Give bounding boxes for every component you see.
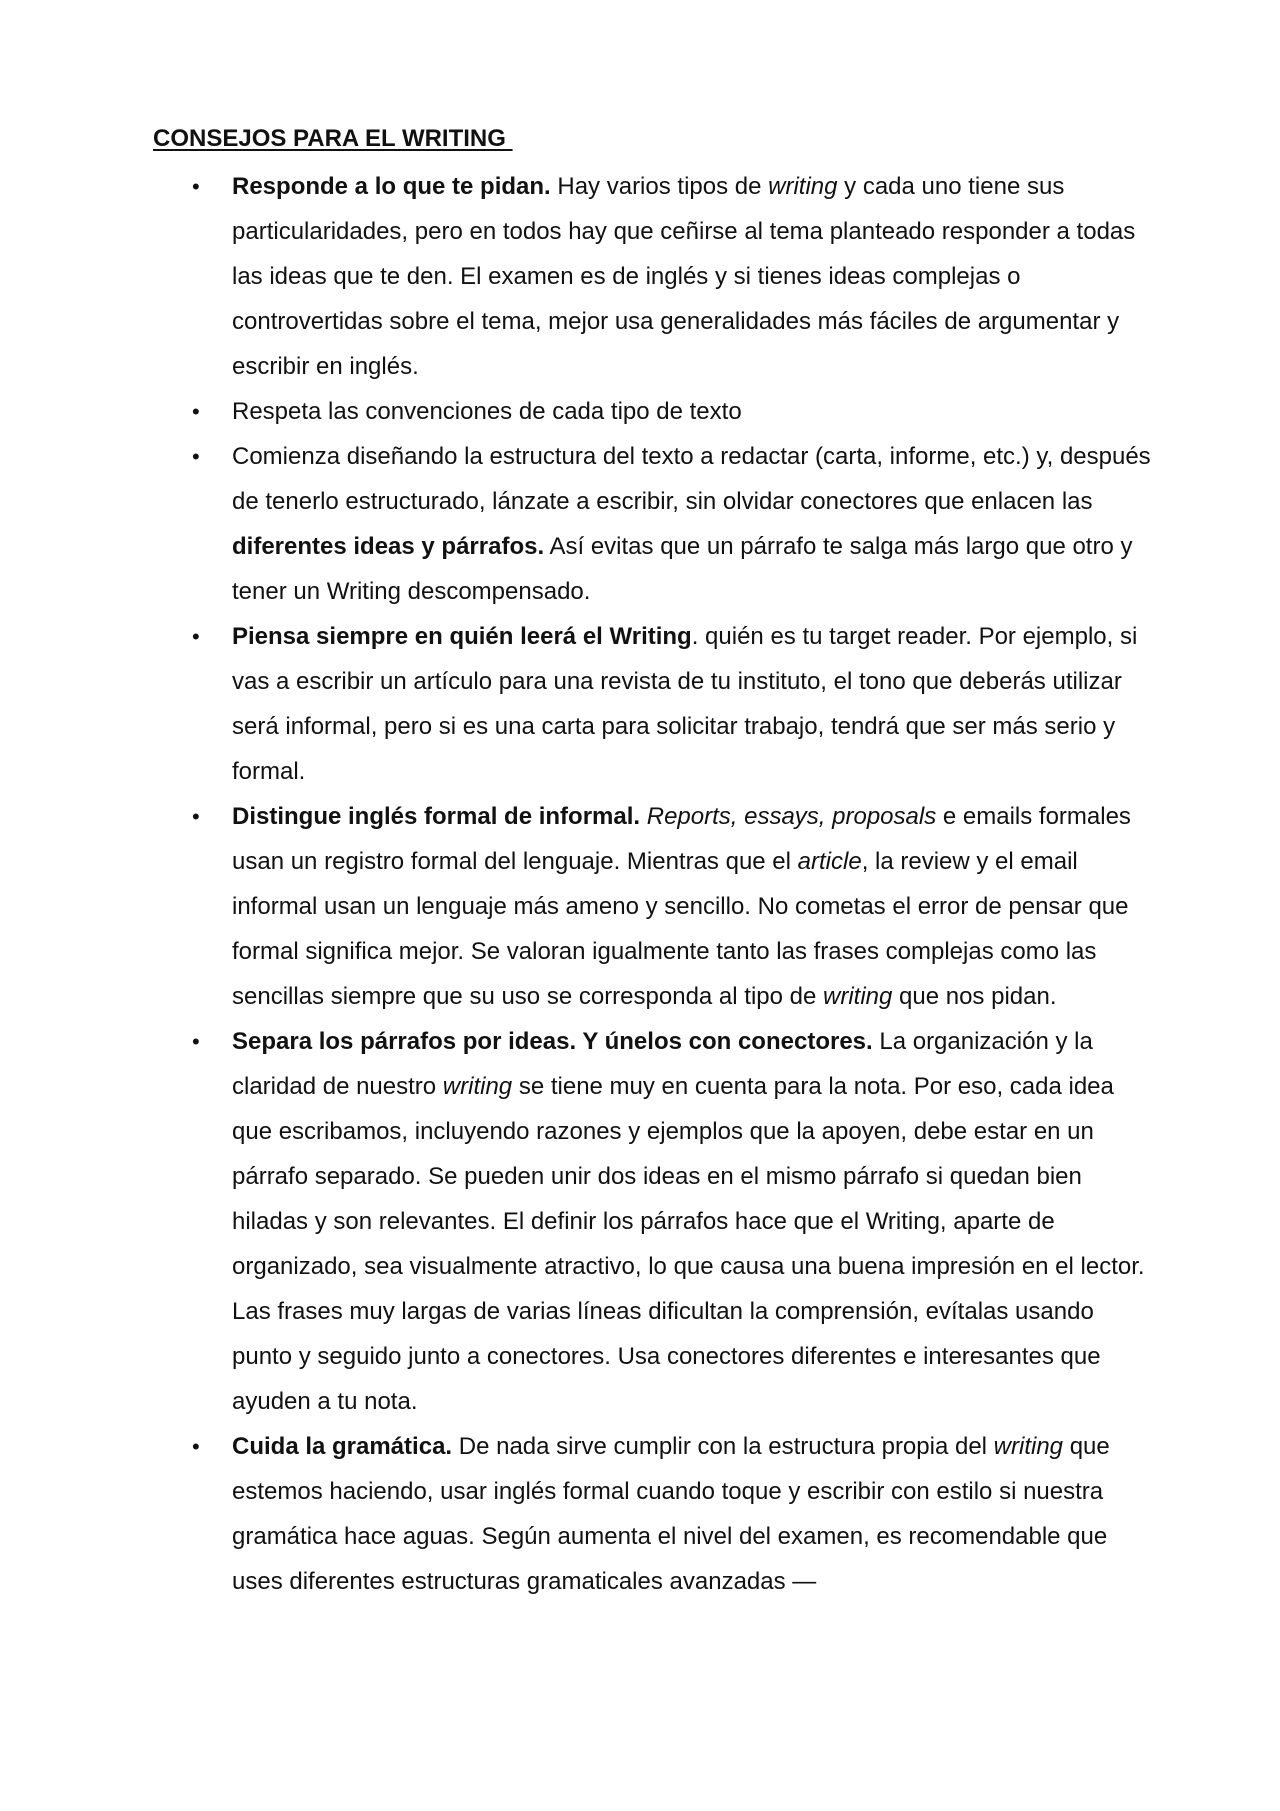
bullet-icon: • [192, 624, 200, 649]
body-text: Así evitas que un párrafo te salga más largo que otro y tener un Writing descompensado. [232, 533, 1133, 605]
body-text: Comienza diseñando la estructura del texto a redactar (carta, informe, etc.) y, después de tenerlo estructurado, lánzate a escribir, sin olvidar conectores que enlacen las [232, 443, 1151, 515]
tip-text [232, 164, 1152, 389]
body-text: Respeta las convenciones de cada tipo de texto [232, 398, 742, 425]
body-text: que estemos haciendo, usar inglés formal cuando toque y escribir con estilo si nuestra gramática hace aguas. Según aumenta el nivel del examen, es recomendable que uses diferentes estructuras gramaticales avanzadas — [232, 1433, 1110, 1595]
body-text: La organización y la claridad de nuestro [232, 1028, 1093, 1100]
body-text: se tiene muy en cuenta para la nota. Por eso, cada idea que escribamos, incluyendo razones y ejemplos que la apoyen, debe estar en un párrafo separado. Se pueden unir dos ideas en el mismo párrafo si quedan bien hiladas y son relevantes. El definir los párrafos hace que el Writing, aparte de organizado, sea visualmente atractivo, lo que causa una buena impresión en el lector. Las frases muy largas de varias líneas dificultan la comprensión, evítalas usando punto y seguido junto a conectores. Usa conectores diferentes e interesantes que ayuden a tu nota. [232, 1073, 1145, 1415]
tip-heading: Piensa siempre en quién leerá el Writing [232, 623, 692, 650]
list-item [192, 794, 1152, 1019]
emphasis-text: writing [442, 1073, 513, 1100]
list-item [192, 389, 1152, 434]
tip-text [232, 614, 1152, 794]
bullet-icon: • [192, 174, 200, 199]
emphasis-text: writing [823, 983, 893, 1010]
body-text: e emails formales usan un registro formal del lenguaje. Mientras que el [232, 803, 1131, 875]
tip-heading: Separa los párrafos por ideas. Y únelos con conectores. [232, 1028, 873, 1055]
page-title: CONSEJOS PARA EL WRITING [153, 125, 513, 152]
tip-text [232, 434, 1152, 614]
emphasis-text: writing [768, 173, 838, 200]
emphasis-text: writing [993, 1433, 1064, 1460]
tip-heading: Cuida la gramática. [232, 1433, 453, 1460]
tip-text [232, 794, 1152, 1019]
body-text: Hay varios tipos de [550, 173, 769, 200]
tip-heading: diferentes ideas y párrafos. [232, 533, 545, 560]
list-item [192, 614, 1152, 794]
tip-heading: Responde a lo que te pidan. [232, 173, 551, 200]
list-item [192, 1424, 1152, 1604]
emphasis-text: Reports, essays, proposals [646, 803, 937, 830]
tip-text [232, 389, 1152, 434]
bullet-icon: • [192, 444, 200, 469]
list-item [192, 164, 1152, 389]
tip-heading: Distingue inglés formal de informal. [232, 803, 641, 830]
body-text: , la review y el email informal usan un lenguaje más ameno y sencillo. No cometas el error de pensar que formal significa mejor. Se valoran igualmente tanto las frases complejas como las sencillas siempre que su uso se corresponda al tipo de [232, 848, 1129, 1010]
body-text [640, 803, 647, 830]
tip-text [232, 1424, 1152, 1604]
bullet-icon: • [192, 399, 200, 424]
list-item [192, 434, 1152, 614]
tips-list [192, 164, 1152, 1604]
emphasis-text: article [797, 848, 862, 875]
list-item [192, 1019, 1152, 1424]
body-text: que nos pidan. [892, 983, 1057, 1010]
body-text: De nada sirve cumplir con la estructura propia del [452, 1433, 994, 1460]
body-text: . quién es tu target reader. Por ejemplo, si vas a escribir un artículo para una revista de tu instituto, el tono que deberás utilizar será informal, pero si es una carta para solicitar trabajo, tendrá que ser más serio y formal. [232, 623, 1138, 785]
bullet-icon: • [192, 1434, 200, 1459]
tip-text [232, 1019, 1152, 1424]
body-text: y cada uno tiene sus particularidades, pero en todos hay que ceñirse al tema planteado responder a todas las ideas que te den. El examen es de inglés y si tienes ideas complejas o controvertidas sobre el tema, mejor usa generalidades más fáciles de argumentar y escribir en inglés. [232, 173, 1136, 380]
bullet-icon: • [192, 804, 200, 829]
bullet-icon: • [192, 1029, 200, 1054]
